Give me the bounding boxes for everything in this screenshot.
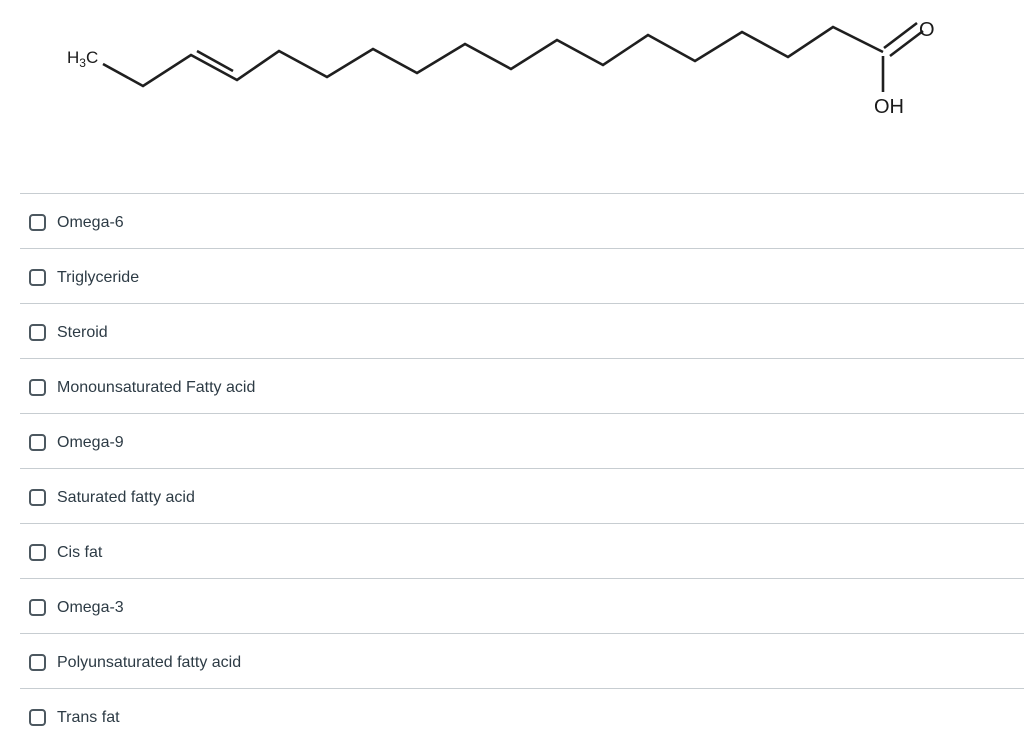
answer-option-row-5[interactable] bbox=[20, 413, 1024, 468]
methyl-group-label: $H_3C$ bbox=[67, 48, 99, 70]
answer-checkbox[interactable] bbox=[29, 544, 46, 561]
carbonyl-double-bond-line-1 bbox=[884, 23, 917, 48]
carbonyl-oxygen-label: O bbox=[919, 19, 935, 41]
answer-option-label[interactable]: Polyunsaturated fatty acid bbox=[57, 654, 242, 671]
answer-checkbox[interactable] bbox=[29, 379, 46, 396]
answer-option-row-10[interactable] bbox=[20, 688, 1024, 743]
answer-option-row-2[interactable] bbox=[20, 248, 1024, 303]
answer-option-label[interactable]: Omega-9 bbox=[57, 434, 124, 451]
answer-option-row-7[interactable] bbox=[20, 523, 1024, 578]
answer-options-list bbox=[20, 193, 1024, 743]
answer-option-label[interactable]: Monounsaturated Fatty acid bbox=[57, 379, 256, 396]
answer-checkbox[interactable] bbox=[29, 434, 46, 451]
answer-option-label[interactable]: Saturated fatty acid bbox=[57, 489, 195, 506]
answer-option-row-1[interactable] bbox=[20, 193, 1024, 248]
answer-checkbox[interactable] bbox=[29, 214, 46, 231]
answer-option-label[interactable]: Cis fat bbox=[57, 544, 103, 561]
answer-option-label[interactable]: Omega-6 bbox=[57, 214, 124, 231]
answer-checkbox[interactable] bbox=[29, 599, 46, 616]
answer-option-row-8[interactable] bbox=[20, 578, 1024, 633]
answer-option-row-6[interactable] bbox=[20, 468, 1024, 523]
answer-option-row-3[interactable] bbox=[20, 303, 1024, 358]
answer-checkbox[interactable] bbox=[29, 709, 46, 726]
answer-option-label[interactable]: Triglyceride bbox=[57, 269, 140, 286]
carbon-chain-bonds bbox=[103, 27, 883, 86]
fatty-acid-skeletal-structure bbox=[0, 0, 1024, 175]
answer-option-label[interactable]: Trans fat bbox=[57, 709, 120, 726]
answer-option-row-9[interactable] bbox=[20, 633, 1024, 688]
answer-option-row-4[interactable] bbox=[20, 358, 1024, 413]
question-molecule-figure bbox=[0, 0, 1024, 175]
answer-option-label[interactable]: Omega-3 bbox=[57, 599, 124, 616]
answer-checkbox[interactable] bbox=[29, 489, 46, 506]
answer-checkbox[interactable] bbox=[29, 654, 46, 671]
answer-checkbox[interactable] bbox=[29, 324, 46, 341]
hydroxyl-group-label: OH bbox=[874, 96, 904, 118]
answer-option-label[interactable]: Steroid bbox=[57, 324, 108, 341]
answer-checkbox[interactable] bbox=[29, 269, 46, 286]
